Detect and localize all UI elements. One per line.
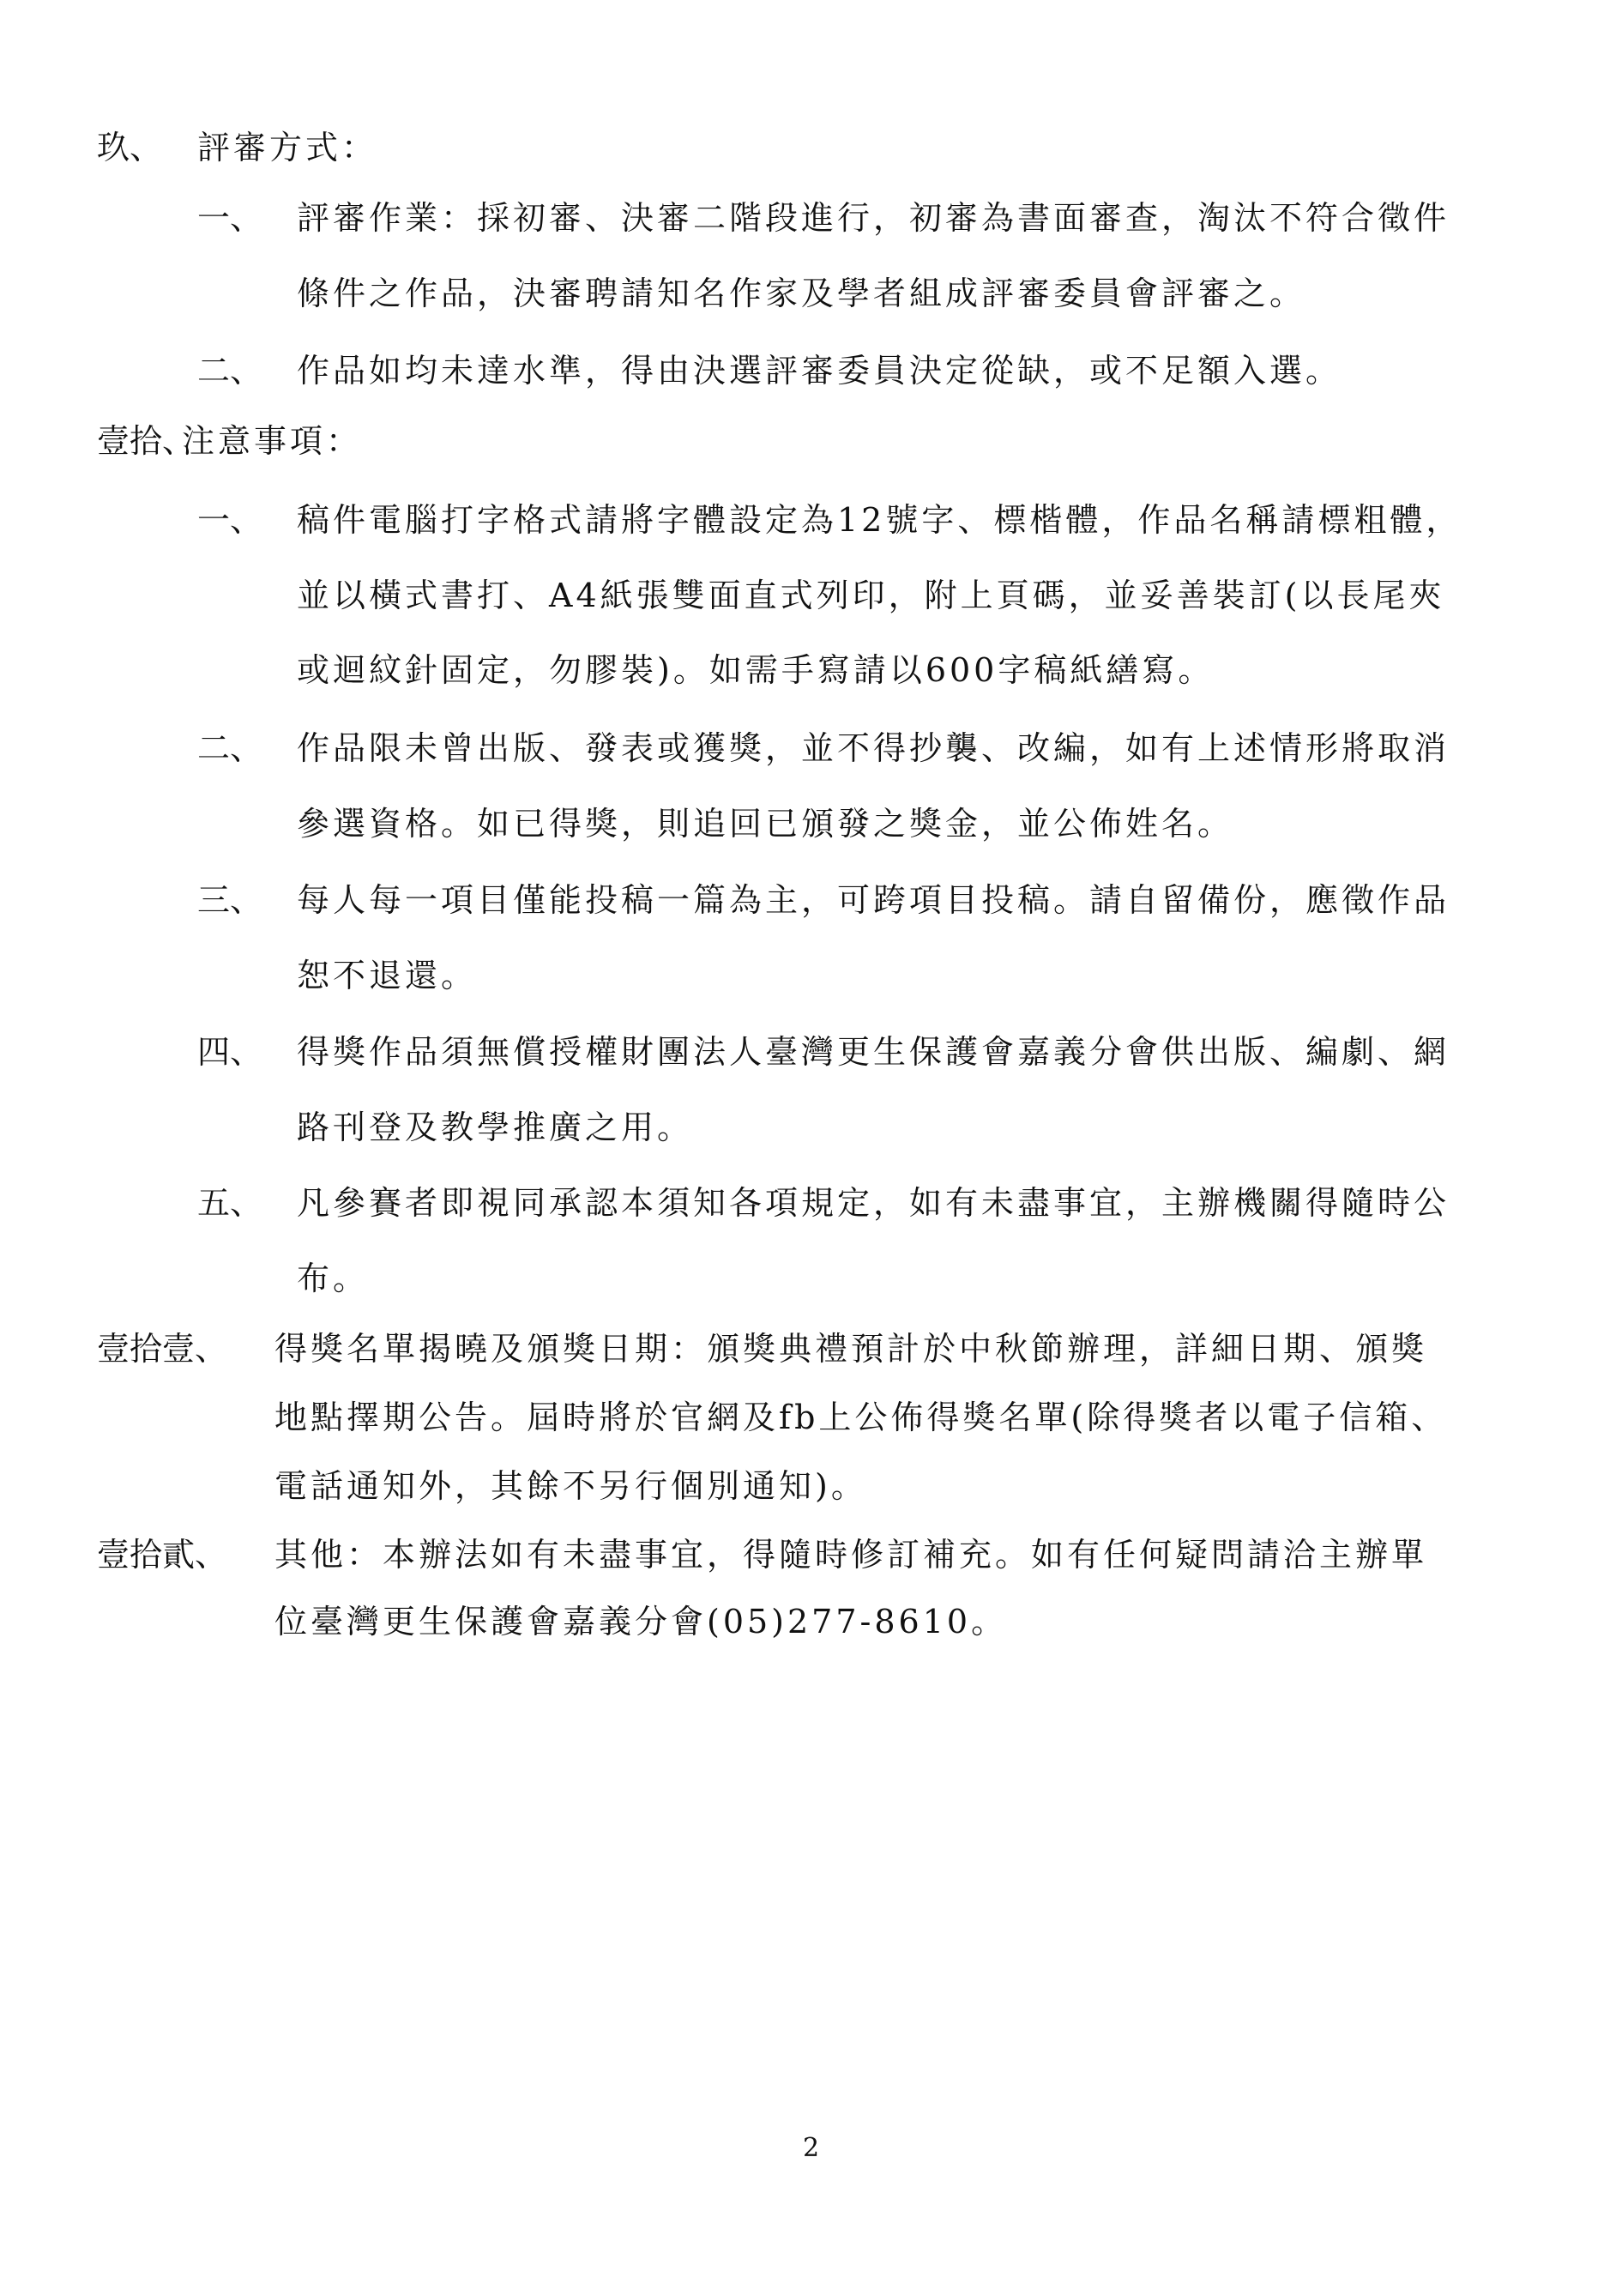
section-9-item-2-label: 二、 <box>197 352 263 390</box>
section-10-item-1-label: 一、 <box>197 501 263 539</box>
section-10-title: 注意事項： <box>182 422 363 460</box>
section-9-item-1-line-2: 條件之作品，決審聘請知名作家及學者組成評審委員會評審之。 <box>297 275 1306 312</box>
section-10-item-3-line-2: 恕不退還。 <box>297 957 478 994</box>
section-10-item-1-line-2: 並以橫式書打、A4紙張雙面直式列印，附上頁碼，並妥善裝訂(以長尾夾 <box>297 577 1445 614</box>
section-10-item-2-line-1: 作品限未曾出版、發表或獲獎，並不得抄襲、改編，如有上述情形將取消 <box>297 729 1450 767</box>
section-11-label: 壹拾壹、 <box>97 1330 228 1368</box>
section-9-item-2-line-1: 作品如均未達水準，得由決選評審委員決定從缺，或不足額入選。 <box>297 352 1342 390</box>
section-12-label: 壹拾貳、 <box>97 1536 228 1574</box>
section-10-item-2-line-2: 參選資格。如已得獎，則追回已頒發之獎金，並公佈姓名。 <box>297 805 1234 843</box>
section-10-item-5-line-2: 布。 <box>297 1260 370 1297</box>
section-10-item-3-line-1: 每人每一項目僅能投稿一篇為主，可跨項目投稿。請自留備份，應徵作品 <box>297 881 1450 919</box>
section-11-line-2: 地點擇期公告。屆時將於官網及fb上公佈得獎名單(除得獎者以電子信箱、 <box>274 1399 1448 1436</box>
section-11-line-1: 得獎名單揭曉及頒獎日期：頒獎典禮預計於中秋節辦理，詳細日期、頒獎 <box>274 1330 1428 1368</box>
section-10-item-4-line-1: 得獎作品須無償授權財團法人臺灣更生保護會嘉義分會供出版、編劇、網 <box>297 1033 1450 1071</box>
section-10-item-1-line-1: 稿件電腦打字格式請將字體設定為12號字、標楷體，作品名稱請標粗體， <box>297 501 1462 539</box>
section-10-item-5-line-1: 凡參賽者即視同承認本須知各項規定，如有未盡事宜，主辦機關得隨時公 <box>297 1184 1450 1222</box>
section-10-item-4-line-2: 路刊登及教學推廣之用。 <box>297 1109 694 1146</box>
section-9-item-1-line-1: 評審作業：採初審、決審二階段進行，初審為書面審查，淘汰不符合徵件 <box>297 199 1450 237</box>
section-10-label: 壹拾、 <box>97 422 196 460</box>
section-12-line-1: 其他：本辦法如有未盡事宜，得隨時修訂補充。如有任何疑問請洽主辦單 <box>274 1536 1428 1574</box>
section-9-label: 玖、 <box>97 129 163 166</box>
section-9-title: 評審方式： <box>197 129 378 166</box>
section-10-item-4-label: 四、 <box>197 1033 263 1071</box>
section-10-item-3-label: 三、 <box>197 881 263 919</box>
section-11-line-3: 電話通知外，其餘不另行個別通知)。 <box>274 1467 867 1505</box>
section-10-item-1-line-3: 或迴紋針固定，勿膠裝)。如需手寫請以600字稿紙繕寫。 <box>297 651 1215 689</box>
section-9-item-1-label: 一、 <box>197 199 263 237</box>
section-10-item-2-label: 二、 <box>197 729 263 767</box>
page-number: 2 <box>802 2133 820 2163</box>
section-12-line-2: 位臺灣更生保護會嘉義分會(05)277-8610。 <box>274 1603 1008 1640</box>
section-10-item-5-label: 五、 <box>197 1184 263 1222</box>
